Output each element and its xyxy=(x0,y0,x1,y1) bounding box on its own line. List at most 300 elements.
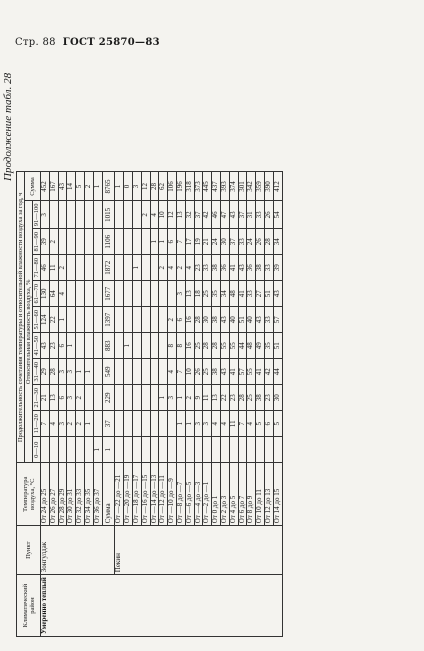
temperature-cell: От —6 до —5 xyxy=(185,463,194,526)
temperature-cell: От 30 до 31 xyxy=(67,463,76,526)
value-cell: 21 xyxy=(41,385,50,411)
value-cell: 3 xyxy=(203,411,212,437)
value-cell xyxy=(76,229,85,255)
value-cell xyxy=(76,437,85,463)
value-cell xyxy=(247,437,256,463)
value-cell: 4 xyxy=(150,201,159,229)
row-sum-cell: 14 xyxy=(67,172,76,201)
value-cell: 57 xyxy=(238,359,247,385)
value-cell: 40 xyxy=(247,307,256,333)
sum-value-cell: 1015 xyxy=(102,201,115,229)
sum-value-cell: 1397 xyxy=(102,307,115,333)
value-cell: 10 xyxy=(159,201,168,229)
value-cell xyxy=(84,255,93,281)
value-cell xyxy=(194,437,203,463)
value-cell: 17 xyxy=(185,229,194,255)
row-sum-cell: 2 xyxy=(84,172,93,201)
col-point-header: Пункт xyxy=(17,526,41,575)
temperature-cell: От 32 до 33 xyxy=(76,463,85,526)
value-cell: 4 xyxy=(247,411,256,437)
temperature-cell: От 12 до 13 xyxy=(264,463,273,526)
humidity-bin-header: 71—80 xyxy=(33,255,41,281)
value-cell: 64 xyxy=(49,281,58,307)
value-cell: 130 xyxy=(41,281,50,307)
value-cell xyxy=(115,359,124,385)
value-cell xyxy=(93,255,102,281)
value-cell: 2 xyxy=(49,229,58,255)
sum-value-cell: 229 xyxy=(102,385,115,411)
value-cell: 4 xyxy=(168,359,177,385)
value-cell: 1 xyxy=(132,255,141,281)
value-cell: 4 xyxy=(212,411,221,437)
humidity-bin-header: 21—30 xyxy=(33,385,41,411)
value-cell: 38 xyxy=(256,385,265,411)
value-cell: 2 xyxy=(141,201,150,229)
row-sum-cell: 412 xyxy=(273,172,282,201)
humidity-bin-header: 31—40 xyxy=(33,359,41,385)
value-cell xyxy=(176,437,185,463)
value-cell xyxy=(124,307,133,333)
value-cell: 3 xyxy=(194,411,203,437)
value-cell: 37 xyxy=(238,201,247,229)
row-sum-cell: 106 xyxy=(168,172,177,201)
value-cell: 21 xyxy=(203,229,212,255)
row-sum-cell: 452 xyxy=(41,172,50,201)
value-cell: 1 xyxy=(159,385,168,411)
value-cell xyxy=(67,437,76,463)
value-cell xyxy=(132,437,141,463)
value-cell: 124 xyxy=(41,307,50,333)
value-cell xyxy=(185,437,194,463)
row-sum-cell: 1 xyxy=(93,172,102,201)
value-cell: 23 xyxy=(229,385,238,411)
value-cell xyxy=(150,307,159,333)
value-cell xyxy=(49,437,58,463)
value-cell xyxy=(132,229,141,255)
value-cell: 2 xyxy=(176,255,185,281)
value-cell: 7 xyxy=(176,359,185,385)
value-cell xyxy=(159,411,168,437)
row-sum-cell: 393 xyxy=(220,172,229,201)
value-cell xyxy=(238,437,247,463)
sum-value-cell: 1677 xyxy=(102,281,115,307)
temperature-cell: От 8 до 9 xyxy=(247,463,256,526)
temperature-cell: От 10 до 11 xyxy=(256,463,265,526)
row-sum-cell: 43 xyxy=(58,172,67,201)
value-cell: 33 xyxy=(247,281,256,307)
value-cell: 24 xyxy=(212,229,221,255)
value-cell: 38 xyxy=(212,359,221,385)
value-cell xyxy=(124,359,133,385)
sum-value-cell: 1106 xyxy=(102,229,115,255)
value-cell xyxy=(159,281,168,307)
value-cell: 49 xyxy=(256,333,265,359)
value-cell xyxy=(132,333,141,359)
value-cell: 3 xyxy=(41,201,50,229)
value-cell: 25 xyxy=(194,333,203,359)
continuation-label: Продолжение табл. 28 xyxy=(2,72,14,181)
value-cell: 13 xyxy=(49,385,58,411)
col-climate-header: Климатический район xyxy=(17,575,41,637)
row-sum-cell: 0 xyxy=(124,172,133,201)
value-cell xyxy=(141,359,150,385)
value-cell: 39 xyxy=(273,255,282,281)
value-cell xyxy=(93,281,102,307)
value-cell: 28 xyxy=(49,359,58,385)
value-cell: 4 xyxy=(58,281,67,307)
value-cell xyxy=(115,385,124,411)
temperature-cell: От 6 до 7 xyxy=(238,463,247,526)
value-cell: 6 xyxy=(58,333,67,359)
value-cell: 38 xyxy=(212,307,221,333)
value-cell xyxy=(150,281,159,307)
value-cell: 19 xyxy=(194,229,203,255)
value-cell xyxy=(67,307,76,333)
value-cell xyxy=(93,359,102,385)
value-cell: 25 xyxy=(203,359,212,385)
value-cell: 4 xyxy=(220,411,229,437)
value-cell xyxy=(150,359,159,385)
value-cell: 25 xyxy=(247,385,256,411)
value-cell: 1 xyxy=(84,359,93,385)
value-cell xyxy=(58,201,67,229)
temperature-cell: От —2 до —1 xyxy=(203,463,212,526)
value-cell: 28 xyxy=(238,385,247,411)
value-cell xyxy=(141,255,150,281)
value-cell xyxy=(84,201,93,229)
value-cell xyxy=(132,281,141,307)
value-cell xyxy=(84,333,93,359)
value-cell xyxy=(84,229,93,255)
value-cell: 30 xyxy=(220,229,229,255)
value-cell: 26 xyxy=(256,229,265,255)
humidity-bin-header: 91—100 xyxy=(33,201,41,229)
value-cell: 46 xyxy=(212,201,221,229)
row-sum-cell: 167 xyxy=(49,172,58,201)
value-cell xyxy=(84,307,93,333)
value-cell: 7 xyxy=(41,411,50,437)
row-sum-cell: 5 xyxy=(76,172,85,201)
row-sum-cell: 12 xyxy=(141,172,150,201)
value-cell: 51 xyxy=(273,333,282,359)
value-cell: 33 xyxy=(264,255,273,281)
value-cell: 22 xyxy=(220,385,229,411)
value-cell: 23 xyxy=(194,255,203,281)
row-sum-cell: 342 xyxy=(247,172,256,201)
value-cell: 1 xyxy=(185,411,194,437)
value-cell: 8 xyxy=(176,333,185,359)
value-cell: 2 xyxy=(58,255,67,281)
value-cell: 34 xyxy=(273,229,282,255)
value-cell: 23 xyxy=(49,333,58,359)
value-cell: 55 xyxy=(220,333,229,359)
col-duration-header: Продолжительность сочетания температуры и относительной влажности воздуха за год, ч xyxy=(17,172,25,463)
value-cell: 34 xyxy=(220,281,229,307)
row-sum-cell: 1 xyxy=(115,172,124,201)
value-cell: 51 xyxy=(264,281,273,307)
sum-value-cell: 1 xyxy=(102,437,115,463)
value-cell: 39 xyxy=(41,229,50,255)
row-sum-cell: 196 xyxy=(176,172,185,201)
value-cell: 43 xyxy=(220,307,229,333)
row-sum-cell: 390 xyxy=(264,172,273,201)
value-cell xyxy=(132,201,141,229)
value-cell xyxy=(84,385,93,411)
value-cell: 1 xyxy=(150,229,159,255)
value-cell xyxy=(76,281,85,307)
temperature-cell: От 34 до 35 xyxy=(84,463,93,526)
value-cell: 3 xyxy=(58,411,67,437)
value-cell: 37 xyxy=(194,201,203,229)
value-cell: 41 xyxy=(229,255,238,281)
row-sum-cell: 3 xyxy=(132,172,141,201)
humidity-bin-header: 81—90 xyxy=(33,229,41,255)
value-cell: 23 xyxy=(264,385,273,411)
value-cell xyxy=(124,281,133,307)
value-cell: 28 xyxy=(194,307,203,333)
value-cell: 1 xyxy=(124,333,133,359)
value-cell: 44 xyxy=(238,333,247,359)
value-cell: 4 xyxy=(49,411,58,437)
value-cell xyxy=(212,437,221,463)
value-cell xyxy=(141,411,150,437)
value-cell xyxy=(67,201,76,229)
temperature-cell: От 2 до 3 xyxy=(220,463,229,526)
value-cell: 43 xyxy=(229,201,238,229)
value-cell: 54 xyxy=(273,201,282,229)
temperature-cell: От —16 до —15 xyxy=(141,463,150,526)
value-cell xyxy=(115,255,124,281)
temperature-cell: От —10 до —9 xyxy=(168,463,177,526)
value-cell: 26 xyxy=(194,359,203,385)
temperature-cell: От 4 до 5 xyxy=(229,463,238,526)
value-cell xyxy=(124,385,133,411)
value-cell: 3 xyxy=(67,385,76,411)
value-cell xyxy=(141,229,150,255)
value-cell: 6 xyxy=(168,229,177,255)
col-temp-header: Температура воздуха, °С xyxy=(17,463,41,526)
value-cell: 1 xyxy=(159,229,168,255)
value-cell: 35 xyxy=(264,333,273,359)
value-cell xyxy=(93,229,102,255)
temperature-cell: От —20 до —19 xyxy=(124,463,133,526)
value-cell: 1 xyxy=(67,333,76,359)
value-cell: 44 xyxy=(273,359,282,385)
temperature-cell: От 14 до 15 xyxy=(273,463,282,526)
value-cell: 22 xyxy=(49,307,58,333)
point-name-cell: Зонгулдак xyxy=(41,526,115,575)
sum-label-cell: Сумма xyxy=(102,463,115,526)
sum-value-cell: 1872 xyxy=(102,255,115,281)
value-cell: 6 xyxy=(176,307,185,333)
value-cell: 30 xyxy=(273,385,282,411)
value-cell: 3 xyxy=(58,359,67,385)
value-cell: 29 xyxy=(41,359,50,385)
value-cell xyxy=(220,437,229,463)
temperature-cell: От —18 до —17 xyxy=(132,463,141,526)
value-cell xyxy=(115,437,124,463)
value-cell xyxy=(67,281,76,307)
value-cell: 43 xyxy=(238,255,247,281)
value-cell xyxy=(150,333,159,359)
value-cell: 33 xyxy=(256,201,265,229)
value-cell xyxy=(84,437,93,463)
humidity-bin-header: 0—10 xyxy=(33,437,41,463)
value-cell: 5 xyxy=(256,411,265,437)
value-cell: 48 xyxy=(247,333,256,359)
value-cell: 43 xyxy=(41,333,50,359)
value-cell: 57 xyxy=(273,307,282,333)
col-sum-header: Сумма xyxy=(25,172,41,201)
value-cell: 37 xyxy=(229,229,238,255)
rotated-table-area xyxy=(0,57,424,651)
value-cell: 1 xyxy=(176,385,185,411)
temperature-cell: От 36 до 37 xyxy=(93,463,102,526)
value-cell xyxy=(229,437,238,463)
value-cell: 2 xyxy=(67,411,76,437)
sum-value-cell: 549 xyxy=(102,359,115,385)
value-cell: 36 xyxy=(247,255,256,281)
value-cell: 33 xyxy=(264,307,273,333)
value-cell: 3 xyxy=(168,385,177,411)
temperature-cell: От —8 до —7 xyxy=(176,463,185,526)
value-cell xyxy=(273,437,282,463)
value-cell: 4 xyxy=(168,255,177,281)
value-cell xyxy=(132,385,141,411)
value-cell: 13 xyxy=(212,385,221,411)
value-cell xyxy=(67,255,76,281)
value-cell: 8 xyxy=(168,333,177,359)
value-cell: 16 xyxy=(185,333,194,359)
value-cell: 3 xyxy=(67,359,76,385)
temperature-cell: От 0 до 1 xyxy=(212,463,221,526)
value-cell: 24 xyxy=(247,229,256,255)
value-cell: 7 xyxy=(238,411,247,437)
value-cell xyxy=(124,229,133,255)
value-cell: 28 xyxy=(203,333,212,359)
value-cell xyxy=(141,307,150,333)
value-cell: 33 xyxy=(203,255,212,281)
value-cell xyxy=(115,411,124,437)
value-cell: 13 xyxy=(185,281,194,307)
value-cell: 10 xyxy=(185,359,194,385)
value-cell xyxy=(203,437,212,463)
value-cell: 32 xyxy=(185,201,194,229)
row-sum-cell: 437 xyxy=(212,172,221,201)
value-cell xyxy=(141,437,150,463)
humidity-bin-header: 11—20 xyxy=(33,411,41,437)
value-cell xyxy=(141,281,150,307)
row-sum-cell: 374 xyxy=(229,172,238,201)
value-cell: 1 xyxy=(84,411,93,437)
value-cell xyxy=(141,385,150,411)
value-cell: 40 xyxy=(229,307,238,333)
humidity-bin-header: 41—50 xyxy=(33,333,41,359)
value-cell xyxy=(84,281,93,307)
value-cell xyxy=(76,201,85,229)
row-sum-cell: 373 xyxy=(194,172,203,201)
value-cell: 42 xyxy=(203,201,212,229)
value-cell xyxy=(150,437,159,463)
value-cell: 41 xyxy=(238,281,247,307)
value-cell: 41 xyxy=(256,359,265,385)
value-cell: 33 xyxy=(238,229,247,255)
value-cell xyxy=(41,437,50,463)
humidity-bin-header: 61—70 xyxy=(33,281,41,307)
value-cell: 41 xyxy=(229,359,238,385)
value-cell: 26 xyxy=(264,201,273,229)
value-cell: 48 xyxy=(229,281,238,307)
humidity-bin-header: 51—60 xyxy=(33,307,41,333)
temperature-cell: От —4 до —3 xyxy=(194,463,203,526)
point-name-cell: Пекин xyxy=(115,526,282,575)
value-cell: 55 xyxy=(247,359,256,385)
value-cell: 1 xyxy=(93,437,102,463)
value-cell: 6 xyxy=(58,385,67,411)
row-sum-cell: 359 xyxy=(256,172,265,201)
row-sum-cell: 28 xyxy=(150,172,159,201)
value-cell: 30 xyxy=(203,307,212,333)
sum-value-cell: 37 xyxy=(102,411,115,437)
value-cell xyxy=(58,437,67,463)
sum-total-cell: 8765 xyxy=(102,172,115,201)
row-sum-cell: 318 xyxy=(185,172,194,201)
value-cell: 11 xyxy=(49,255,58,281)
value-cell xyxy=(124,437,133,463)
value-cell: 2 xyxy=(76,385,85,411)
value-cell: 38 xyxy=(212,255,221,281)
value-cell xyxy=(49,201,58,229)
value-cell: 38 xyxy=(256,255,265,281)
row-sum-cell: 301 xyxy=(238,172,247,201)
value-cell: 11 xyxy=(229,411,238,437)
table-row xyxy=(115,172,124,637)
value-cell xyxy=(76,307,85,333)
value-cell: 47 xyxy=(220,201,229,229)
value-cell xyxy=(115,229,124,255)
value-cell xyxy=(168,437,177,463)
value-cell: 43 xyxy=(256,307,265,333)
value-cell: 31 xyxy=(247,201,256,229)
value-cell: 7 xyxy=(176,229,185,255)
value-cell: 51 xyxy=(238,307,247,333)
value-cell: 28 xyxy=(264,229,273,255)
value-cell: 11 xyxy=(203,385,212,411)
value-cell xyxy=(256,437,265,463)
value-cell: 43 xyxy=(273,281,282,307)
table-row xyxy=(41,172,50,637)
value-cell: 36 xyxy=(220,255,229,281)
value-cell xyxy=(124,411,133,437)
value-cell xyxy=(76,255,85,281)
value-cell: 4 xyxy=(185,255,194,281)
value-cell xyxy=(93,385,102,411)
value-cell: 2 xyxy=(185,385,194,411)
value-cell: 13 xyxy=(176,201,185,229)
climate-cell: Умеренно теплый xyxy=(41,575,283,637)
value-cell xyxy=(93,333,102,359)
temperature-cell: От 26 до 27 xyxy=(49,463,58,526)
value-cell xyxy=(58,229,67,255)
value-cell: 42 xyxy=(264,359,273,385)
value-cell xyxy=(132,359,141,385)
row-sum-cell: 62 xyxy=(159,172,168,201)
value-cell xyxy=(141,333,150,359)
value-cell: 25 xyxy=(203,281,212,307)
value-cell xyxy=(115,307,124,333)
data-table xyxy=(16,171,283,637)
sum-value-cell: 883 xyxy=(102,333,115,359)
